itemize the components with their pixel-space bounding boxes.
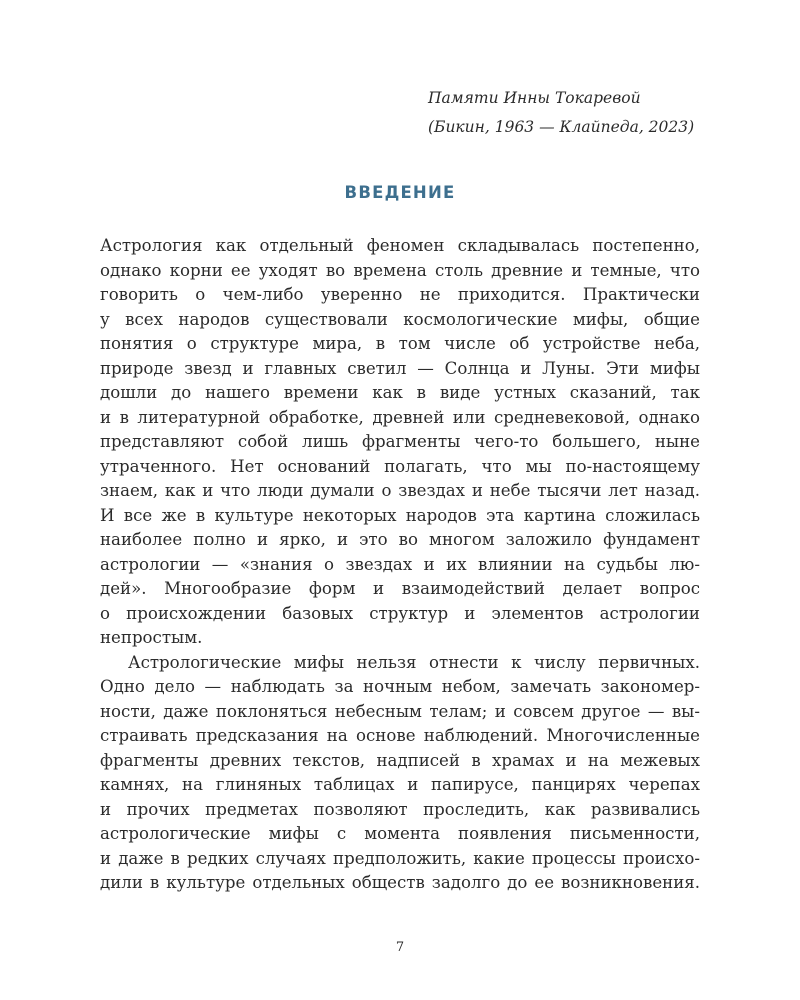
text-line: говорить о чем-либо уверенно не приходится. Практически — [100, 285, 700, 304]
text-line: астрологии — «знания о звездах и их влиянии на судьбы лю- — [100, 554, 700, 574]
text-line: Астрологические мифы нельзя отнести к числу первичных. — [128, 652, 700, 672]
text-line: дошли до нашего времени как в виде устных сказаний, так — [100, 383, 700, 402]
text-line: дей». Многообразие форм и взаимодействий делает вопрос — [100, 579, 700, 598]
text-line: ности, даже поклоняться небесным телам; и совсем другое — вы- — [100, 701, 700, 721]
text-line: страивать предсказания на основе наблюдений. Многочисленные — [100, 726, 700, 745]
text-line: Одно дело — наблюдать за ночным небом, замечать закономер- — [100, 677, 700, 696]
text-line: И все же в культуре некоторых народов эта картина сложилась — [100, 505, 700, 525]
body-text — [100, 234, 700, 896]
text-line: о происхождении базовых структур и элементов астрологии — [100, 603, 700, 623]
text-line: однако корни ее уходят во времена столь древние и темные, что — [100, 260, 700, 280]
text-line: Астрология как отдельный феномен складывалась постепенно, — [100, 236, 700, 255]
dedication-line-1: Памяти Инны Токаревой — [428, 89, 641, 107]
text-line: наиболее полно и ярко, и это во многом заложило фундамент — [100, 530, 700, 549]
text-line: дили в культуре отдельных обществ задолго до ее возникновения. — [100, 873, 700, 892]
text-line: и даже в редких случаях предположить, какие процессы происхо- — [100, 848, 700, 868]
paragraph-2 — [100, 651, 700, 896]
text-line: камнях, на глиняных таблицах и папирусе, панцирях черепах — [100, 775, 700, 794]
text-line: представляют собой лишь фрагменты чего-то большего, ныне — [100, 432, 700, 451]
chapter-heading-text: ВВЕДЕНИЕ — [344, 183, 456, 202]
page-number: 7 — [395, 940, 405, 955]
text-line: и в литературной обработке, древней или средневековой, однако — [100, 407, 700, 427]
text-line: и прочих предметах позволяют проследить, как развивались — [100, 799, 700, 819]
text-line: у всех народов существовали космологические мифы, общие — [100, 309, 700, 329]
text-line: астрологические мифы с момента появления письменности, — [100, 824, 700, 843]
dedication — [428, 84, 768, 142]
text-line: природе звезд и главных светил — Солнца и Луны. Эти мифы — [100, 358, 700, 378]
text-line: непростым. — [100, 628, 203, 647]
paragraph-1 — [100, 234, 700, 651]
dedication-line-2: (Бикин, 1963 — Клайпеда, 2023) — [428, 118, 695, 136]
chapter-heading — [0, 183, 800, 202]
text-line: фрагменты древних текстов, надписей в храмах и на межевых — [100, 750, 700, 770]
text-line: знаем, как и что люди думали о звездах и небе тысячи лет назад. — [100, 481, 700, 500]
text-line: понятия о структуре мира, в том числе об устройстве неба, — [100, 334, 700, 353]
text-line: утраченного. Нет оснований полагать, что мы по-настоящему — [100, 456, 700, 476]
